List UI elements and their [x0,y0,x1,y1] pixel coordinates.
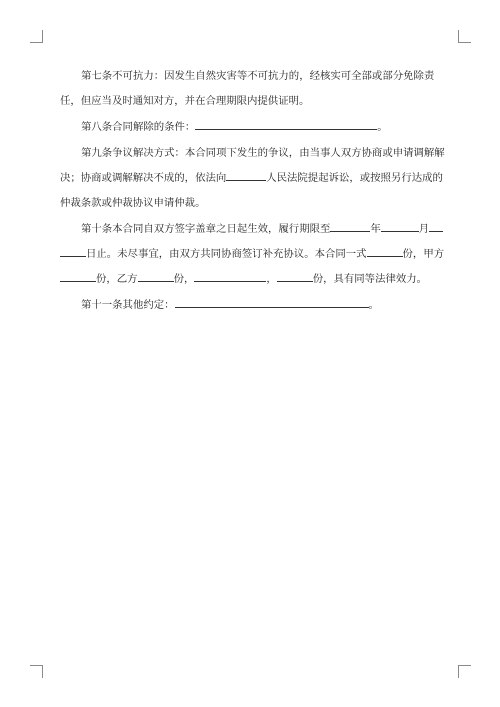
article-10-comma: ， [266,273,277,285]
contract-body [60,64,450,319]
article-11 [60,293,450,318]
crop-mark-top-left [30,30,43,43]
article-10-copies-1: 份，甲方 [402,248,445,260]
article-9 [60,141,450,216]
article-11-end: 。 [368,299,379,311]
copies-party-b-blank[interactable] [138,271,174,282]
article-9-text-2: 人民法院提起诉讼，或按照另行达成的仲裁条款或仲裁协议申请仲裁。 [60,172,443,209]
termination-conditions-blank[interactable] [195,119,377,130]
term-day-blank[interactable] [60,246,86,257]
court-name-blank[interactable] [226,170,266,181]
article-8-text: 第八条合同解除的条件： [81,121,196,133]
article-10-text-2: 日止。未尽事宜，由双方共同协商签订补充协议。本合同一式 [86,248,367,260]
article-7-text: 第七条不可抗力：因发生自然灾害等不可抗力的，经核实可全部或部分免除责任，但应当及时通知对方，并在合理期限内提供证明。 [60,70,435,107]
article-10-text-1: 第十条本合同自双方签字盖章之日起生效，履行期限至 [81,223,331,235]
article-10-month: 月 [418,223,430,235]
crop-mark-bottom-left [30,665,43,678]
copies-other-party-blank[interactable] [194,271,266,282]
copies-total-blank[interactable] [367,246,403,257]
crop-mark-bottom-right [458,665,471,678]
copies-party-a-blank[interactable] [60,271,96,282]
term-month-blank[interactable] [381,221,419,232]
term-year-blank[interactable] [330,221,370,232]
copies-other-count-blank[interactable] [277,271,313,282]
article-11-text: 第十一条其他约定： [81,299,175,311]
article-10-year: 年 [370,223,381,235]
crop-mark-top-right [458,30,471,43]
article-8 [60,115,450,140]
article-10-text-3: 份，具有同等法律效力。 [312,273,428,285]
other-terms-blank[interactable] [175,297,369,308]
article-7 [60,64,450,114]
article-10-copies-3: 份， [173,273,195,285]
article-10-copies-2: 份，乙方 [96,273,138,285]
article-8-end: 。 [377,121,388,133]
term-month-tail-blank[interactable] [429,221,443,232]
article-10 [60,217,450,292]
article-9-text-1: 第九条争议解决方式：本合同项下发生的争议，由当事人双方协商或申请调解解决；协商或调解解决不成的，依法向 [60,147,445,184]
